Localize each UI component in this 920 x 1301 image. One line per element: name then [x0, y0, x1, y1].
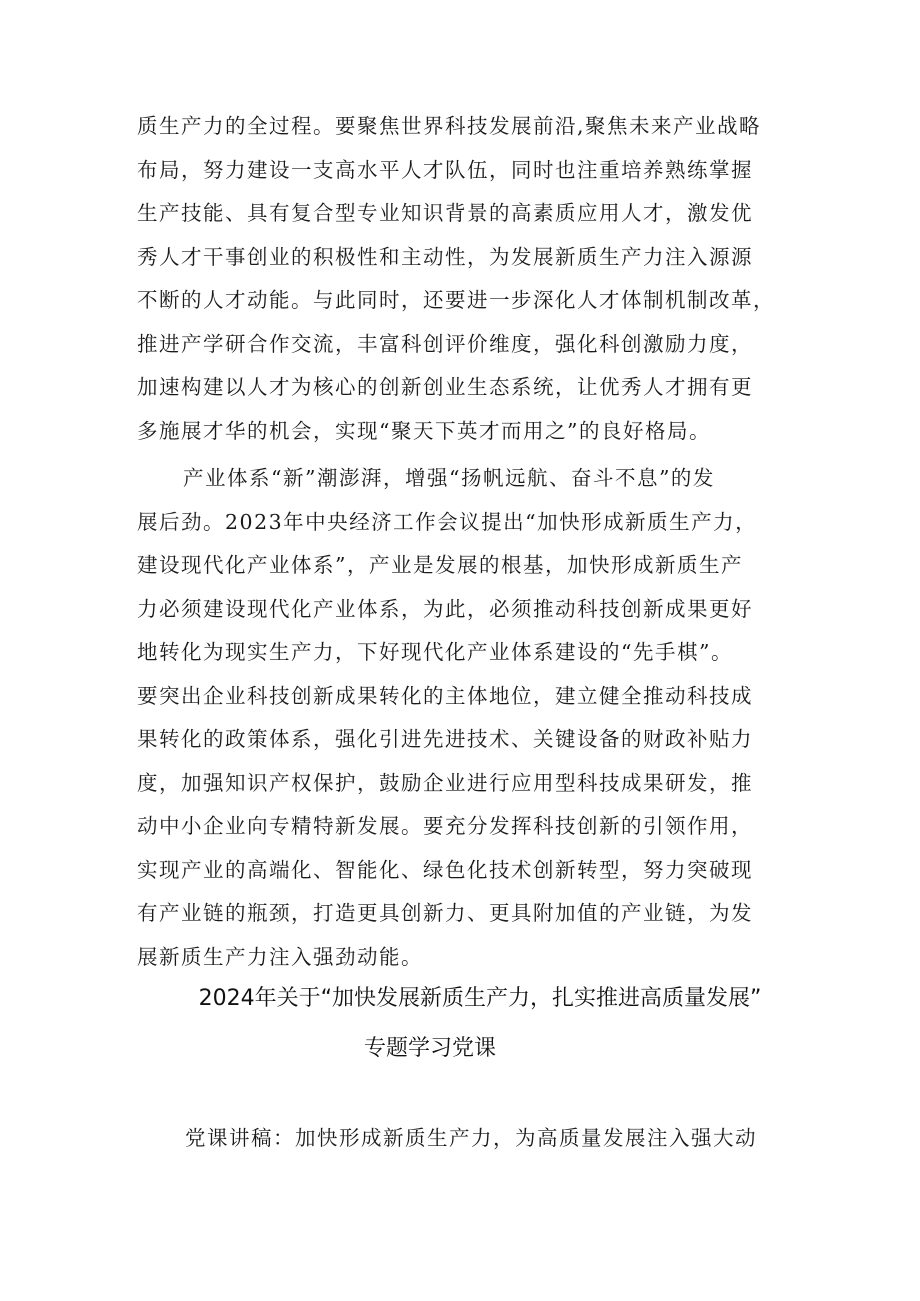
- text-line: 秀人才干事创业的积极性和主动性，为发展新质生产力注入源源: [137, 244, 753, 269]
- text-line: 产业体系“新”潮澎湃，增强“扬帆远航、奋斗不息”的发: [183, 466, 715, 490]
- text-line: 不断的人才动能。与此同时，还要进一步深化人才体制机制改革，: [137, 288, 775, 312]
- text-line: 展后劲。2023年中央经济工作会议提出“加快形成新质生产力，: [137, 509, 758, 534]
- text-line: 力必须建设现代化产业体系，为此，必须推动科技创新成果更好: [137, 596, 753, 621]
- text-line: 果转化的政策体系，强化引进先进技术、关键设备的财政补贴力: [137, 727, 753, 751]
- text-line: 加速构建以人才为核心的创新创业生态系统，让优秀人才拥有更: [137, 375, 753, 399]
- text-line: 度，加强知识产权保护，鼓励企业进行应用型科技成果研发，推: [137, 770, 753, 795]
- text-line: 多施展才华的机会，实现“聚天下英才而用之”的良好格局。: [137, 418, 711, 443]
- text-line: 质生产力的全过程。要聚焦世界科技发展前沿,聚焦未来产业战略: [137, 114, 762, 138]
- text-line: 地转化为现实生产力，下好现代化产业体系建设的“先手棋”。: [137, 640, 733, 664]
- text-line: 要突出企业科技创新成果转化的主体地位，建立健全推动科技成: [137, 683, 753, 708]
- text-line: 有产业链的瓶颈，打造更具创新力、更具附加值的产业链，为发: [137, 901, 753, 925]
- text-line: 实现产业的高端化、智能化、绿色化技术创新转型，努力突破现: [137, 857, 753, 882]
- text-line: 动中小企业向专精特新发展。要充分发挥科技创新的引领作用，: [137, 814, 753, 838]
- text-line: 展新质生产力注入强劲动能。: [137, 944, 423, 969]
- text-line: 建设现代化产业体系”，产业是发展的根基，加快形成新质生产: [137, 553, 743, 577]
- paragraph-talent: [137, 105, 797, 453]
- paragraph-industry: [137, 457, 797, 979]
- text-line: 布局，努力建设一支高水平人才队伍，同时也注重培养熟练掌握: [137, 157, 753, 182]
- document-subtitle: 专题学习党课: [363, 1036, 496, 1061]
- lecture-draft-line: 党课讲稿：加快形成新质生产力，为高质量发展注入强大动: [185, 1126, 757, 1150]
- text-line: 生产技能、具有复合型专业知识背景的高素质应用人才，激发优: [137, 201, 753, 225]
- text-line: 推进产学研合作交流，丰富科创评价维度，强化科创激励力度，: [137, 331, 753, 356]
- document-title: 2024年关于“加快发展新质生产力，扎实推进高质量发展”: [198, 986, 762, 1011]
